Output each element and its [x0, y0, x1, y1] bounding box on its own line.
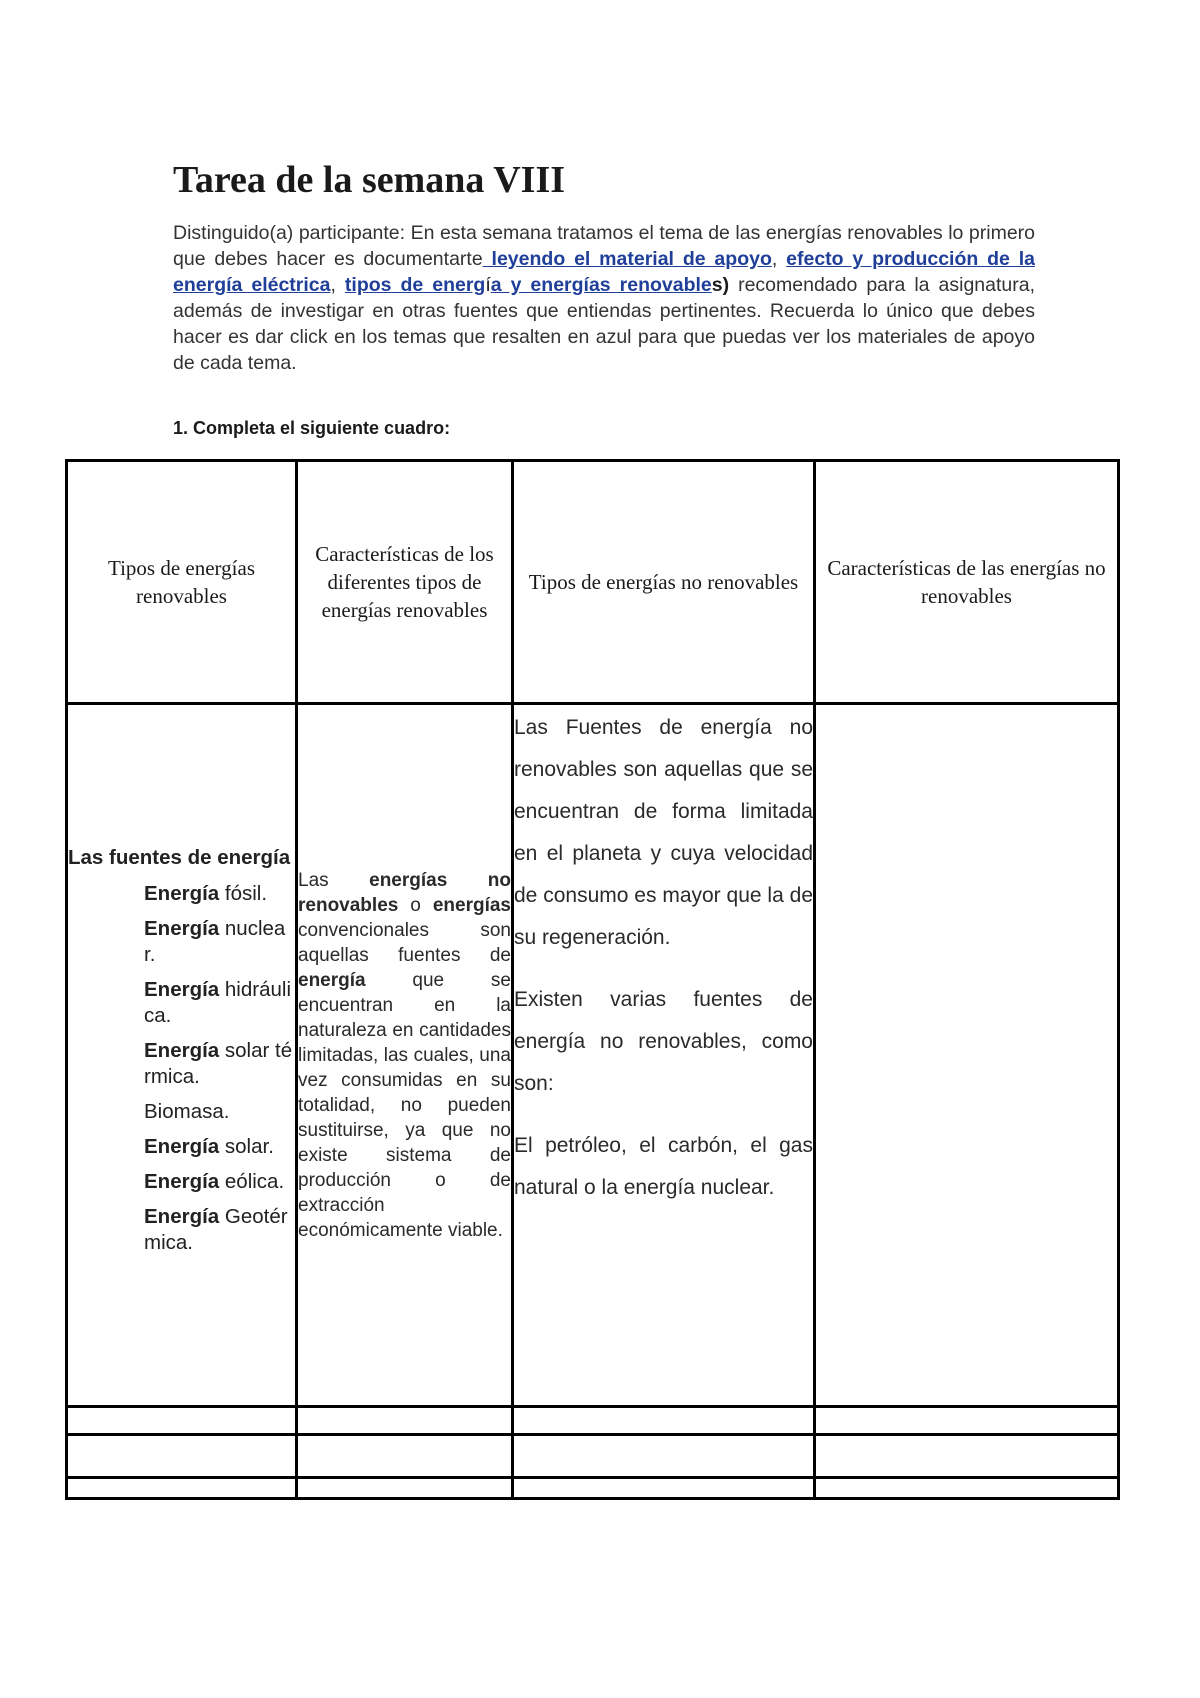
list-item: Biomasa. — [144, 1100, 230, 1123]
energy-table — [65, 459, 1120, 1500]
col3-paragraph-3: El petróleo, el carbón, el gas natural o la energía nuclear. — [514, 1134, 813, 1199]
header-caracteristicas-renovables: Características de los diferentes tipos de energías renovables — [297, 461, 513, 704]
table-body-row — [67, 704, 1119, 1407]
cell-caracteristicas-renovables: Las energías no renovables o energías convencionales son aquellas fuentes de energía que se encuentran en la naturaleza en cantidades limitadas, las cuales, una vez consumidas en su totalidad, no pueden sustituirse, ya que no existe sistema de producción o de extracción económicamente viable. — [297, 704, 513, 1407]
list-item: Energía nuclear. — [144, 917, 286, 966]
list-item: Energía solar. — [144, 1135, 274, 1158]
link-produccion-energia-electrica[interactable]: efecto y producción de la energía eléctrica — [173, 248, 1036, 296]
intro-bold-s: s) — [711, 274, 730, 296]
link-tipos-de-energia[interactable]: tipos de energ — [344, 274, 486, 296]
table-empty-row — [67, 1407, 1119, 1435]
col3-paragraph-1: Las Fuentes de energía no renovables son aquellas que se encuentran de forma limitada en el planeta y cuya velocidad de consumo es mayor que la de su regeneración. — [514, 716, 813, 949]
question-heading: 1. Completa el siguiente cuadro: — [173, 418, 451, 438]
list-item: Energía hidráulica. — [144, 978, 291, 1027]
link-energias-renovables[interactable]: a y energías renovable — [490, 274, 712, 296]
header-tipos-no-renovables: Tipos de energías no renovables — [513, 461, 815, 704]
table-empty-row — [67, 1435, 1119, 1478]
intro-text-2: recomendado para la asignatura, además de investigar en otras fuentes que entiendas pertinentes. Recuerda lo único que debes hacer es dar click en los temas que resalten en azul para que puedas ver los materiales de apoyo de cada tema. — [173, 274, 1035, 374]
list-item: Energía fósil. — [144, 882, 268, 905]
table-header-row — [67, 461, 1119, 704]
cell-caracteristicas-no-renovables — [815, 704, 1119, 1407]
intro-sep-1: , — [771, 248, 787, 270]
intro-text-1: Distinguido(a) participante: En esta semana tratamos el tema de las energías renovables lo primero que debes hacer es documentarte — [173, 222, 1035, 270]
table-empty-row — [67, 1478, 1119, 1499]
cell-tipos-renovables — [67, 704, 297, 1407]
cell-tipos-no-renovables — [513, 704, 815, 1407]
header-caracteristicas-no-renovables: Características de las energías no renovables — [815, 461, 1119, 704]
list-item: Energía eólica. — [144, 1170, 285, 1193]
intro-sep-2: , — [330, 274, 345, 296]
list-item: Energía Geotérmica. — [144, 1205, 288, 1254]
list-item: Energía solar térmica. — [144, 1039, 293, 1088]
header-tipos-renovables: Tipos de energías renovables — [67, 461, 297, 704]
link-material-de-apoyo[interactable]: leyendo el material de apoyo — [482, 248, 772, 270]
col3-paragraph-2: Existen varias fuentes de energía no renovables, como son: — [514, 988, 813, 1095]
intro-accent-char: í — [485, 274, 491, 296]
intro-paragraph — [173, 220, 1035, 376]
col1-lead: Las fuentes de energía — [68, 846, 291, 869]
page-title: Tarea de la semana VIII — [173, 159, 566, 201]
